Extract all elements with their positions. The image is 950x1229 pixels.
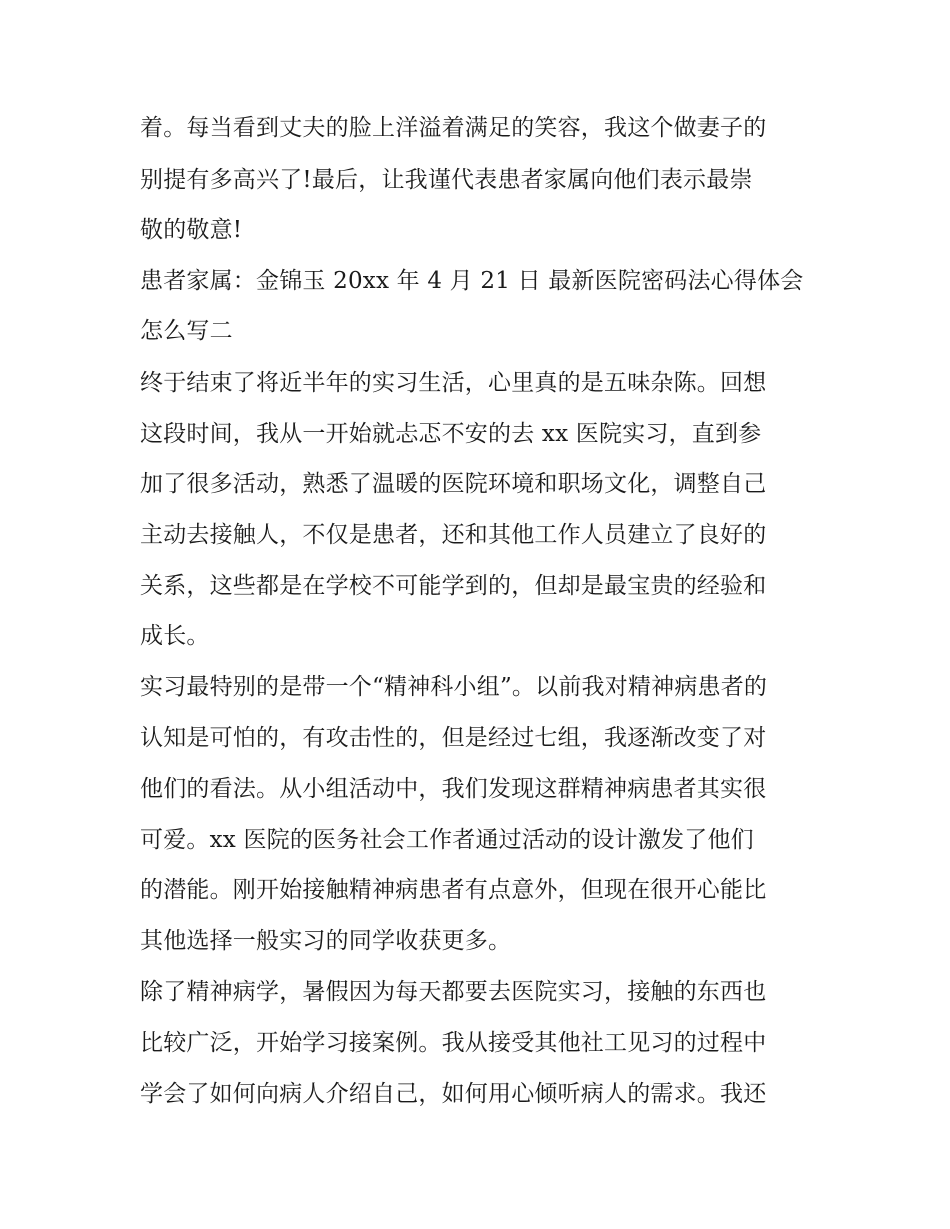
text-line: 实习最特别的是带一个“精神科小组”。以前我对精神病患者的 bbox=[140, 674, 768, 700]
text-line: 可爱。xx 医院的医务社会工作者通过活动的设计激发了他们 bbox=[140, 827, 754, 853]
text-line: 敬的敬意! bbox=[140, 217, 243, 243]
text-line: 比较广泛，开始学习接案例。我从接受其他社工见习的过程中 bbox=[140, 1030, 767, 1056]
text-line: 着。每当看到丈夫的脸上洋溢着满足的笑容，我这个做妻子的 bbox=[140, 115, 767, 141]
text-line: 认知是可怕的，有攻击性的，但是经过七组，我逐渐改变了对 bbox=[140, 725, 767, 751]
text-line: 别提有多高兴了!最后，让我谨代表患者家属向他们表示最崇 bbox=[140, 167, 753, 193]
text-line: 除了精神病学，暑假因为每天都要去医院实习，接触的东西也 bbox=[140, 979, 767, 1005]
text-line: 学会了如何向病人介绍自己，如何用心倾听病人的需求。我还 bbox=[140, 1081, 767, 1107]
text-line: 他们的看法。从小组活动中，我们发现这群精神病患者其实很 bbox=[140, 776, 767, 802]
text-line: 终于结束了将近半年的实习生活，心里真的是五味杂陈。回想 bbox=[140, 370, 767, 396]
text-line: 这段时间，我从一开始就忐忑不安的去 xx 医院实习，直到参 bbox=[140, 421, 762, 447]
text-line: 关系，这些都是在学校不可能学到的，但却是最宝贵的经验和 bbox=[140, 573, 767, 599]
text-line: 成长。 bbox=[140, 623, 210, 649]
text-line: 加了很多活动，熟悉了温暖的医院环境和职场文化，调整自己 bbox=[140, 471, 767, 497]
text-line: 的潜能。刚开始接触精神病患者有点意外，但现在很开心能比 bbox=[140, 877, 767, 903]
text-line: 怎么写二 bbox=[140, 318, 233, 344]
text-line: 其他选择一般实习的同学收获更多。 bbox=[140, 928, 512, 954]
text-line: 患者家属：金锦玉 20xx 年 4 月 21 日 最新医院密码法心得体会 bbox=[140, 268, 804, 294]
text-line: 主动去接触人，不仅是患者，还和其他工作人员建立了良好的 bbox=[140, 522, 767, 548]
